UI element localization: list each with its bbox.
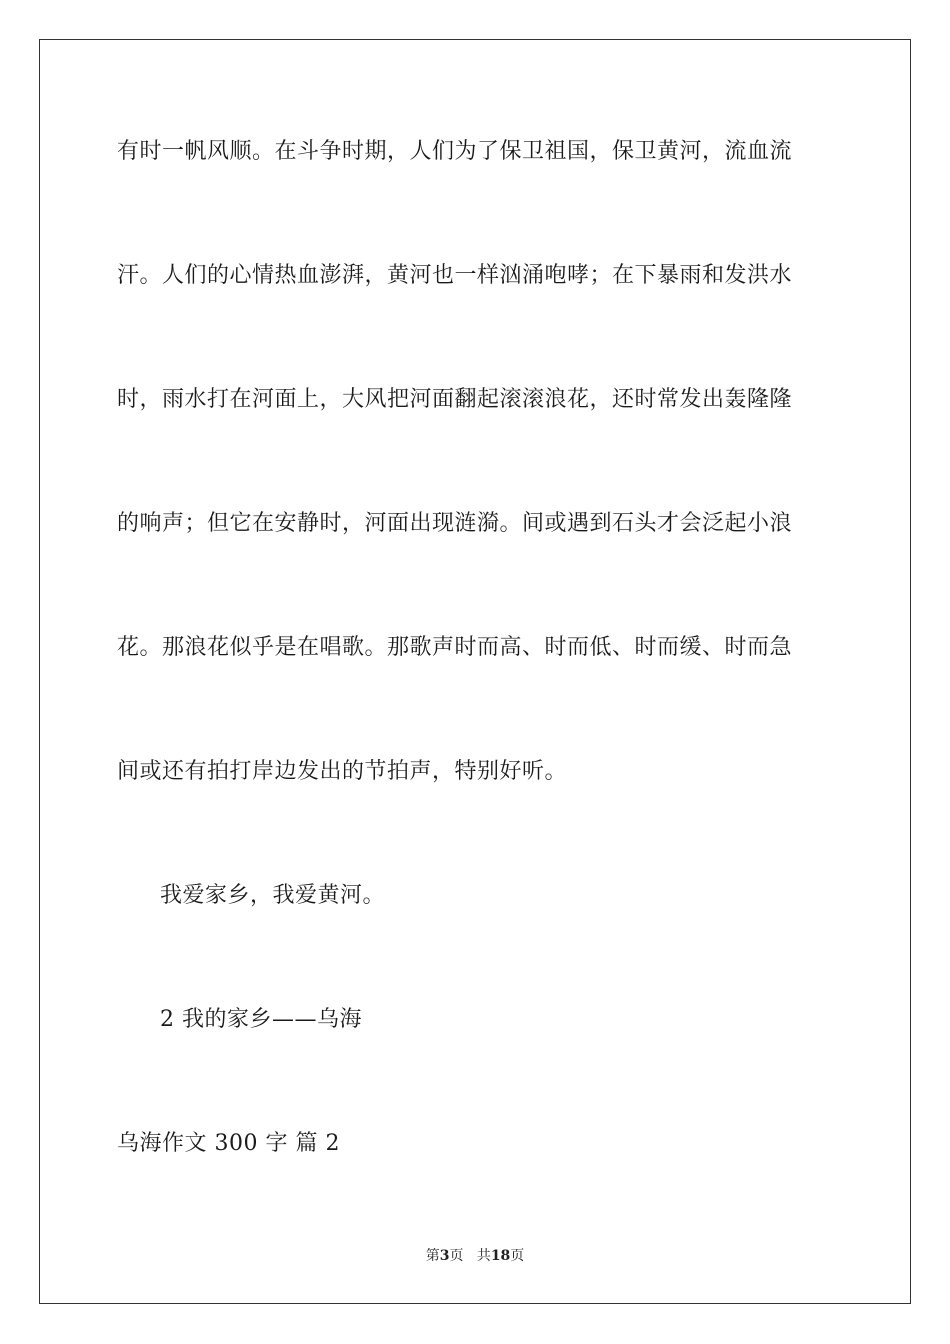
body-line-6: 间或还有拍打岸边发出的节拍声，特别好听。	[117, 759, 568, 784]
next-article-title: 2 我的家乡——乌海	[160, 1007, 362, 1032]
page-footer	[0, 1247, 950, 1265]
body-line-3: 时，雨水打在河面上，大风把河面翻起滚滚浪花，还时常发出轰隆隆	[117, 387, 793, 412]
body-line-5: 花。那浪花似乎是在唱歌。那歌声时而高、时而低、时而缓、时而急	[117, 635, 793, 660]
body-line-2: 汗。人们的心情热血澎湃，黄河也一样汹涌咆哮；在下暴雨和发洪水	[117, 263, 793, 288]
total-pages-number: 18	[490, 1248, 511, 1264]
page-prefix: 第	[425, 1248, 440, 1264]
closing-paragraph: 我爱家乡，我爱黄河。	[160, 883, 386, 908]
current-page-number: 3	[439, 1248, 450, 1264]
body-line-4: 的响声；但它在安静时，河面出现涟漪。间或遇到石头才会泛起小浪	[117, 511, 793, 536]
section-heading: 乌海作文 300 字 篇 2	[117, 1131, 340, 1156]
total-suffix: 页	[510, 1248, 525, 1264]
body-line-1: 有时一帆风顺。在斗争时期，人们为了保卫祖国，保卫黄河，流血流	[117, 139, 793, 164]
page-frame	[39, 39, 911, 1304]
page-suffix: 页	[449, 1248, 464, 1264]
total-prefix: 共	[476, 1248, 491, 1264]
